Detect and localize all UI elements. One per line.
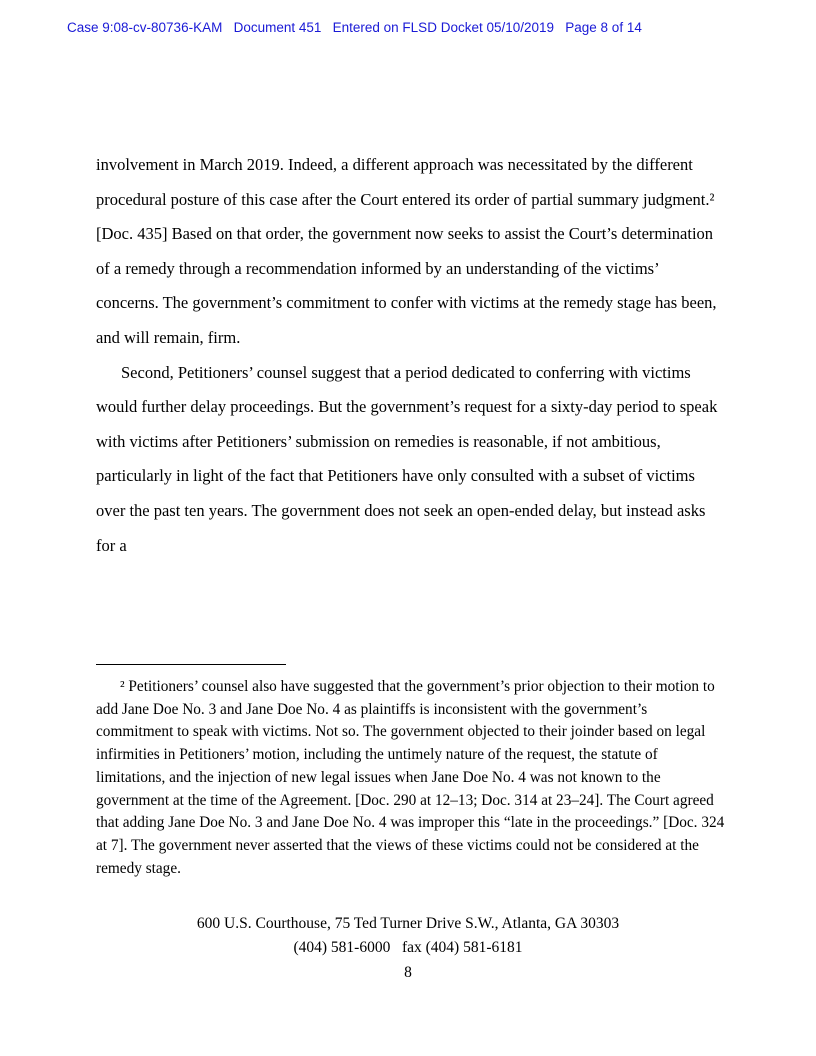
footnote-text: ² Petitioners’ counsel also have suggested that the government’s prior objection to their motion to add Jane Doe No. 3 and Jane Doe No. 4 as plaintiffs is inconsistent with the government’s commitment to speak with victims. Not so. The government objected to their joinder based on legal infirmities in Petitioners’ motion, including the untimely nature of the request, the statute of limitations, and the injection of new legal issues when Jane Doe No. 4 was not known to the government at the time of the Agreement. [Doc. 290 at 12–13; Doc. 314 at 23–24]. The Court agreed that adding Jane Doe No. 3 and Jane Doe No. 4 was improper this “late in the proceedings.” [Doc. 324 at 7]. The government never asserted that the views of these victims could not be considered at the remedy stage.: [96, 678, 725, 877]
footnote-separator: [96, 664, 286, 665]
page-number: 8: [404, 964, 412, 981]
document-body: [96, 148, 722, 563]
footer-phone: (404) 581-6000 fax (404) 581-6181: [293, 939, 523, 956]
case-header: Case 9:08-cv-80736-KAM Document 451 Entered on FLSD Docket 05/10/2019 Page 8 of 14: [67, 20, 642, 35]
footer-address: 600 U.S. Courthouse, 75 Ted Turner Drive S.W., Atlanta, GA 30303: [196, 915, 620, 932]
body-paragraph-1: involvement in March 2019. Indeed, a different approach was necessitated by the different procedural posture of this case after the Court entered its order of partial summary judgment.² [Doc. 435] Based on that order, the government now seeks to assist the Court’s determination of a remedy through a recommendation informed by an understanding of the victims’ concerns. The government’s commitment to confer with victims at the remedy stage has been, and will remain, firm.: [96, 155, 717, 347]
footer-block: [0, 912, 816, 960]
body-paragraph-2: Second, Petitioners’ counsel suggest that a period dedicated to conferring with victims would further delay proceedings. But the government’s request for a sixty-day period to speak with victims after Petitioners’ submission on remedies is reasonable, if not ambitious, particularly in light of the fact that Petitioners have only consulted with a subset of victims over the past ten years. The government does not seek an open-ended delay, but instead asks for a: [96, 362, 718, 555]
